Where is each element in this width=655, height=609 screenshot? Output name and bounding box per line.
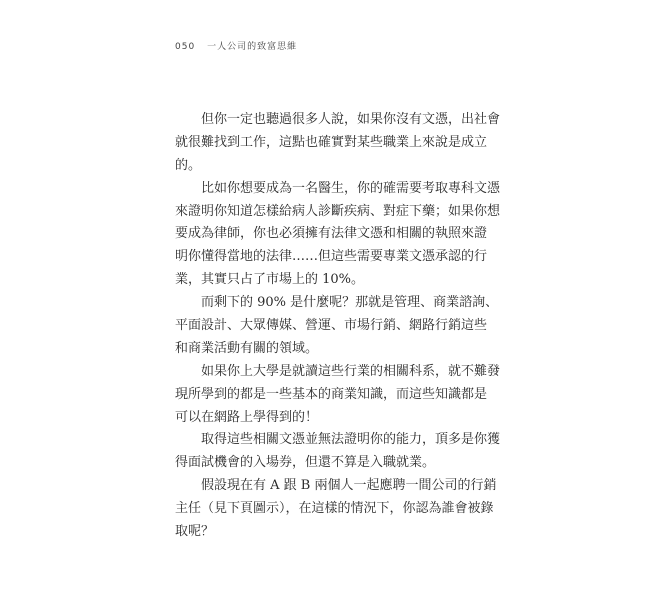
text-line: 取呢？: [175, 524, 215, 540]
text-line: 但你一定也聽過很多人說，如果你沒有文憑，出社會: [201, 112, 501, 127]
paragraph: [175, 292, 499, 361]
text-line: 假設現在有 A 跟 B 兩個人一起應聘一間公司的行銷: [201, 478, 497, 494]
text-line: 來證明你知道怎樣給病人診斷疾病、對症下藥；如果你想: [175, 203, 501, 219]
body-text: [175, 109, 501, 544]
text-line: 和商業活動有關的領域。: [175, 340, 319, 356]
paragraph: [175, 429, 501, 475]
paragraph: [175, 109, 501, 178]
text-line: 現所學到的都是一些基本的商業知識，而這些知識都是: [175, 386, 488, 402]
text-line: 取得這些相關文憑並無法證明你的能力，頂多是你獲: [201, 432, 501, 448]
text-line: 平面設計、大眾傳媒、營運、市場行銷、網路行銷這些: [175, 318, 488, 334]
text-line: 得面試機會的入場券，但還不算是入職就業。: [175, 455, 436, 471]
text-line: 而剩下的 90% 是什麼呢？那就是管理、商業諮詢、: [201, 295, 499, 311]
text-line: 就很難找到工作，這點也確實對某些職業上來說是成立: [175, 134, 488, 150]
text-line: 要成為律師，你也必須擁有法律文憑和相關的執照來證: [175, 226, 488, 242]
text-line: 比如你想要成為一名醫生，你的確需要考取專科文憑: [201, 180, 501, 196]
paragraph: [175, 178, 501, 292]
text-line: 明你懂得當地的法律……但這些需要專業文憑承認的行: [175, 249, 488, 265]
text-line: 業，其實只占了市場上的 10%。: [175, 272, 365, 288]
running-title: 一人公司的致富思維: [207, 42, 298, 52]
paragraph: [175, 361, 501, 430]
text-line: 如果你上大學是就讀這些行業的相關科系，就不難發: [201, 363, 501, 379]
text-line: 主任（見下頁圖示），在這樣的情況下，你認為誰會被錄: [175, 501, 494, 517]
running-header: [175, 39, 297, 52]
text-line: 的。: [175, 157, 202, 173]
text-line: 可以在網路上學得到的！: [175, 409, 319, 425]
paragraph: [175, 475, 497, 544]
page-number: 050: [175, 42, 196, 52]
